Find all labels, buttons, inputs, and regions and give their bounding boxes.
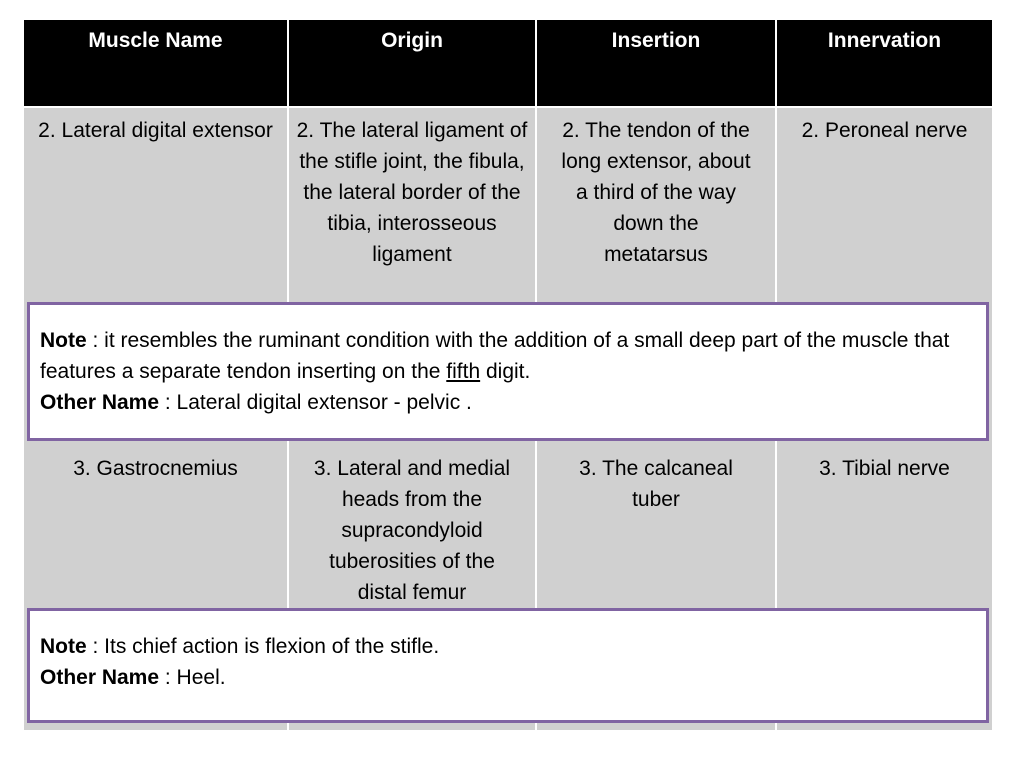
header-innervation: Innervation: [827, 29, 942, 52]
note-box-gastrocnemius: [27, 608, 989, 723]
table-header: [24, 20, 992, 108]
note-label: Note: [40, 635, 87, 658]
note-line: [40, 325, 976, 387]
row2-insertion: 3. The calcaneal tuber: [579, 457, 733, 511]
row2-muscle-name: 3. Gastrocnemius: [73, 457, 238, 480]
note-text-end: digit.: [480, 360, 531, 383]
note-box-lateral-digital-extensor: [27, 302, 989, 441]
row1-origin: 2. The lateral ligament of the stifle joint, the fibula, the lateral border of the tibia, interosseous ligament: [296, 119, 528, 266]
other-name-text: : Lateral digital extensor - pelvic .: [159, 391, 472, 414]
note-underlined-text: fifth: [446, 360, 481, 383]
header-muscle-name: Muscle Name: [88, 29, 223, 52]
row1-insertion: 2. The tendon of the long extensor, about a third of the way down the metatarsus: [561, 119, 751, 266]
other-name-label: Other Name: [40, 391, 160, 414]
other-name-line: [40, 662, 976, 693]
row1-muscle-name: 2. Lateral digital extensor: [38, 119, 273, 142]
note-label: Note: [40, 329, 87, 352]
other-name-text: : Heel.: [159, 666, 226, 689]
header-insertion: Insertion: [611, 29, 701, 52]
other-name-line: [40, 387, 976, 418]
other-name-label: Other Name: [40, 666, 160, 689]
note-text: : it resembles the ruminant condition with the addition of a small deep part of the muscle that features a separate tendon inserting on the: [40, 329, 950, 383]
row1-innervation: 2. Peroneal nerve: [801, 119, 968, 142]
note-line: [40, 631, 976, 662]
header-origin: Origin: [381, 29, 443, 52]
row2-origin: 3. Lateral and medial heads from the supracondyloid tuberosities of the distal femur: [313, 457, 511, 604]
note-text: : Its chief action is flexion of the stifle.: [86, 635, 440, 658]
row2-innervation: 3. Tibial nerve: [819, 457, 950, 480]
